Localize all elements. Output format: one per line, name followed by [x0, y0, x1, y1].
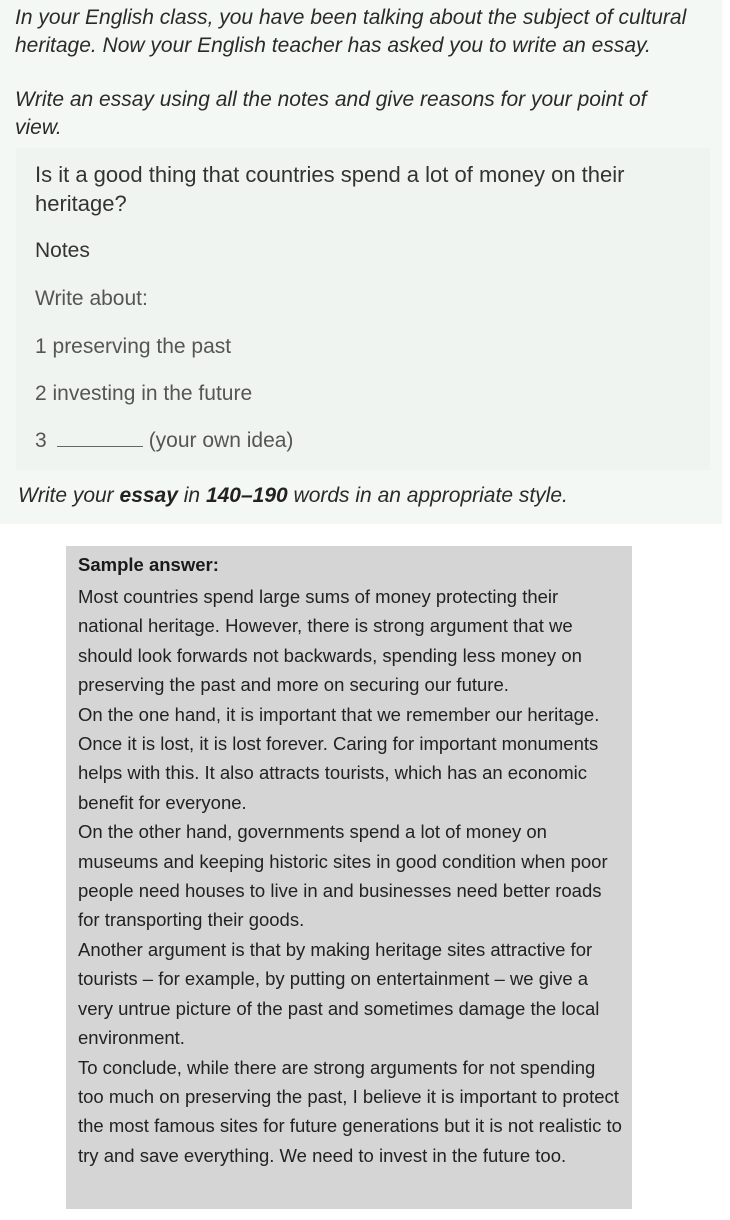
answer-paragraph-3: On the other hand, governments spend a lot of money on museums and keeping historic sites in good condition when poor people need houses to live in and businesses need better roads for transporting their goods.	[78, 821, 608, 931]
task-instruction: Write an essay using all the notes and give reasons for your point of view.	[15, 88, 647, 139]
note-point-2: 2 investing in the future	[35, 382, 253, 405]
word-instruction-part-2: in	[177, 484, 206, 507]
task-intro: In your English class, you have been talking about the subject of cultural heritage. Now your English teacher has asked you to write an essay.	[15, 6, 687, 57]
word-instruction-essay: essay	[119, 484, 178, 507]
answer-paragraph-2: On the one hand, it is important that we remember our heritage. Once it is lost, it is lost forever. Caring for important monuments helps with this. It also attracts tourists, which has an economic benefit for everyone.	[78, 703, 600, 813]
note-point-1: 1 preserving the past	[35, 335, 232, 358]
answer-paragraph-4: Another argument is that by making heritage sites attractive for tourists – for example, by putting on entertainment – we give a very untrue picture of the past and sometimes damage the local environment.	[78, 938, 600, 1049]
word-instruction-part-1: Write your	[18, 484, 120, 507]
notes-heading: Notes	[35, 239, 90, 262]
write-about-label: Write about:	[35, 287, 148, 310]
answer-paragraph-1: Most countries spend large sums of money protecting their national heritage. However, there is strong argument that we should look forwards not backwards, spending less money on preserving the past and more on securing our future.	[78, 586, 582, 696]
blank-line	[57, 428, 143, 447]
word-count-instruction	[18, 482, 708, 510]
note-point-3-number: 3	[35, 429, 47, 452]
essay-question: Is it a good thing that countries spend a lot of money on their heritage?	[35, 162, 625, 216]
word-instruction-part-3: words in an appropriate style.	[287, 484, 568, 507]
sample-answer-text	[78, 582, 626, 1170]
answer-paragraph-5: To conclude, while there are strong arguments for not spending too much on preserving the past, I believe it is important to protect the most famous sites for future generations but it is not realistic to try and save everything. We need to invest in the future too.	[78, 1056, 622, 1166]
word-instruction-range: 140–190	[205, 484, 288, 507]
note-point-3	[35, 427, 293, 455]
sample-answer-title: Sample answer:	[78, 554, 219, 575]
note-point-3-text: (your own idea)	[148, 429, 294, 452]
